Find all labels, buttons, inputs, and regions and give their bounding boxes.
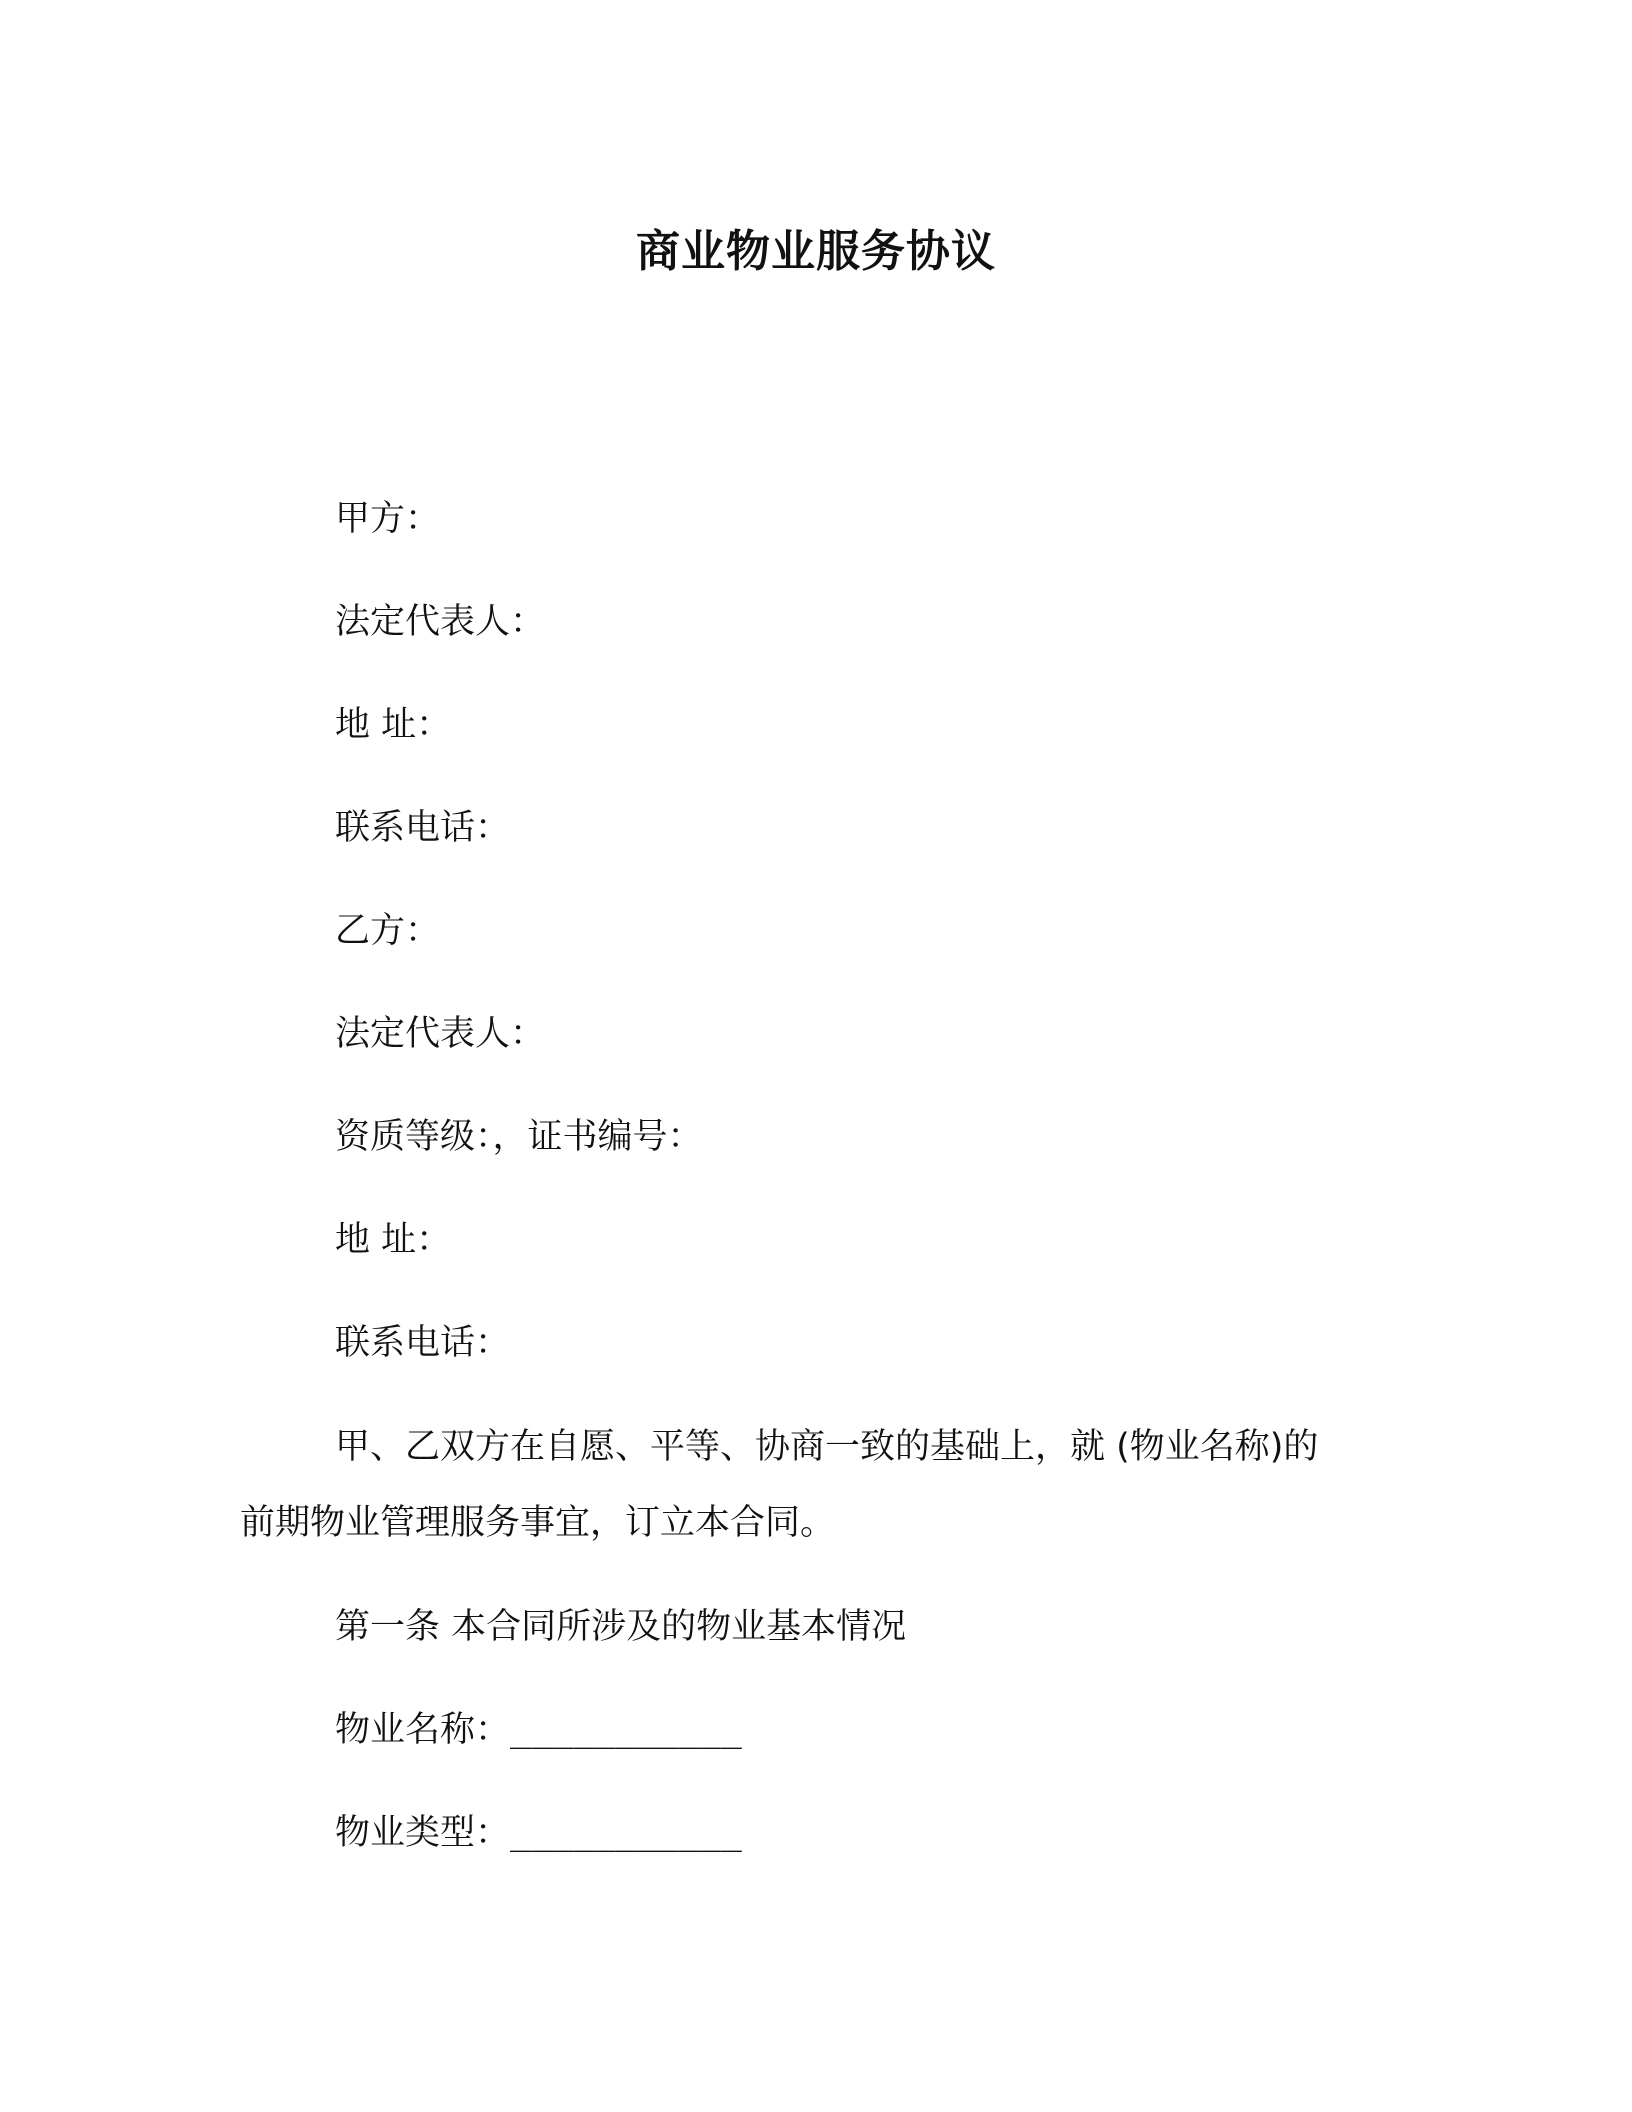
property-name-row bbox=[335, 1705, 742, 1755]
property-type-label: 物业类型： bbox=[335, 1813, 511, 1853]
party-a-representative-label: 法定代表人： bbox=[335, 602, 546, 642]
party-a-phone-label: 联系电话： bbox=[335, 808, 511, 848]
party-b-label: 乙方： bbox=[335, 911, 441, 951]
property-name-blank: ___________ bbox=[510, 1710, 742, 1750]
property-type-row bbox=[335, 1808, 742, 1858]
party-b-qualification-label: 资质等级：，证书编号： bbox=[335, 1117, 703, 1157]
party-b-address-label: 地 址： bbox=[335, 1220, 452, 1260]
property-type-blank: ___________ bbox=[510, 1813, 742, 1853]
article-1-heading: 第一条 本合同所涉及的物业基本情况 bbox=[335, 1607, 907, 1647]
property-name-label: 物业名称： bbox=[335, 1710, 511, 1750]
party-b-phone-label: 联系电话： bbox=[335, 1323, 511, 1363]
document-title: 商业物业服务协议 bbox=[636, 226, 996, 277]
party-b-representative-label: 法定代表人： bbox=[335, 1014, 546, 1054]
intro-paragraph-line-2: 前期物业管理服务事宜，订立本合同。 bbox=[240, 1503, 836, 1543]
party-a-address-label: 地 址： bbox=[335, 705, 452, 745]
party-a-label: 甲方： bbox=[335, 499, 441, 539]
intro-paragraph-line-1: 甲、乙双方在自愿、平等、协商一致的基础上，就 (物业名称)的 bbox=[335, 1427, 1319, 1467]
